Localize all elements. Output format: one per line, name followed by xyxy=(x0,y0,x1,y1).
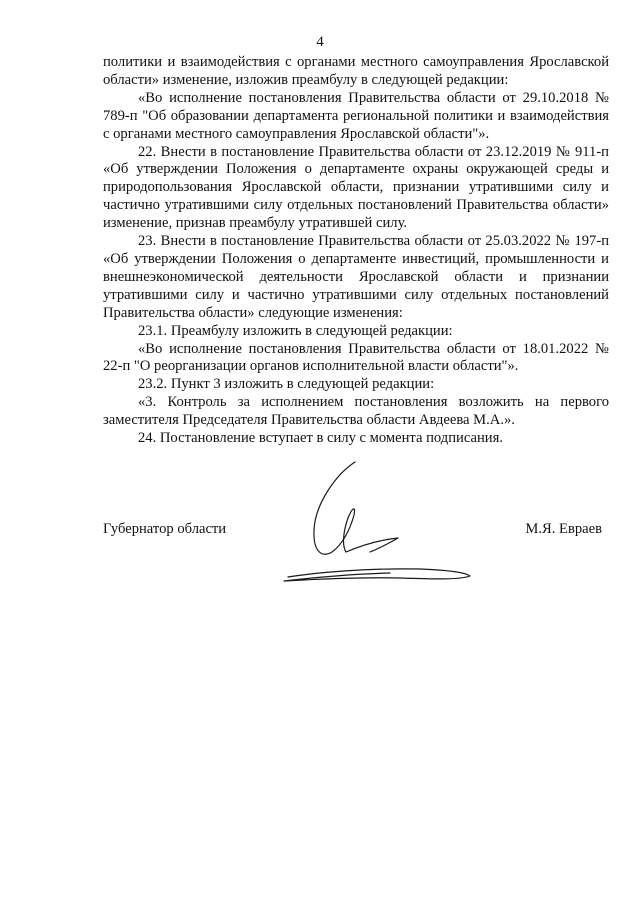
paragraph-preamble-quote-2: «Во исполнение постановления Правительства области от 18.01.2022 № 22-п "О реорганизации органов исполнительной власти области"». xyxy=(103,340,609,375)
paragraph-item-23-2: 23.2. Пункт 3 изложить в следующей редакции: xyxy=(138,376,435,393)
paragraph-item-22: 22. Внести в постановление Правительства области от 23.12.2019 № 911-п «Об утверждении Положения о департаменте охраны окружающей среды и природопользования Ярославской области, признании утратившими силу и частично утратившими силу отдельных постановлений Правительства области» изменение, признав преамбулу утратившей силу. xyxy=(103,143,609,232)
page-number: 4 xyxy=(316,34,324,50)
handwritten-signature xyxy=(280,460,480,595)
paragraph-item-23-1: 23.1. Преамбулу изложить в следующей редакции: xyxy=(138,322,453,339)
paragraph-item-24: 24. Постановление вступает в силу с момента подписания. xyxy=(138,430,503,447)
paragraph-point-3-quote: «3. Контроль за исполнением постановления возложить на первого заместителя Председателя Правительства области Авдеева М.А.». xyxy=(103,394,609,429)
paragraph-preamble-quote: «Во исполнение постановления Правительства области от 29.10.2018 № 789-п "Об образовании департамента региональной политики и взаимодействия с органами местного самоуправления Ярославской области"». xyxy=(103,89,609,142)
document-body xyxy=(103,54,609,448)
signatory-name: М.Я. Евраев xyxy=(525,521,602,537)
signatory-title: Губернатор области xyxy=(103,521,227,537)
paragraph-continuation: политики и взаимодействия с органами местного самоуправления Ярославской области» изменение, изложив преамбулу в следующей редакции: xyxy=(103,54,609,88)
paragraph-item-23: 23. Внести в постановление Правительства области от 25.03.2022 № 197-п «Об утверждении Положения о департаменте инвестиций, промышленности и внешнеэкономической деятельности Ярославской области и признании утратившими силу и частично утратившими силу отдельных постановлений Правительства области» следующие изменения: xyxy=(103,233,609,321)
